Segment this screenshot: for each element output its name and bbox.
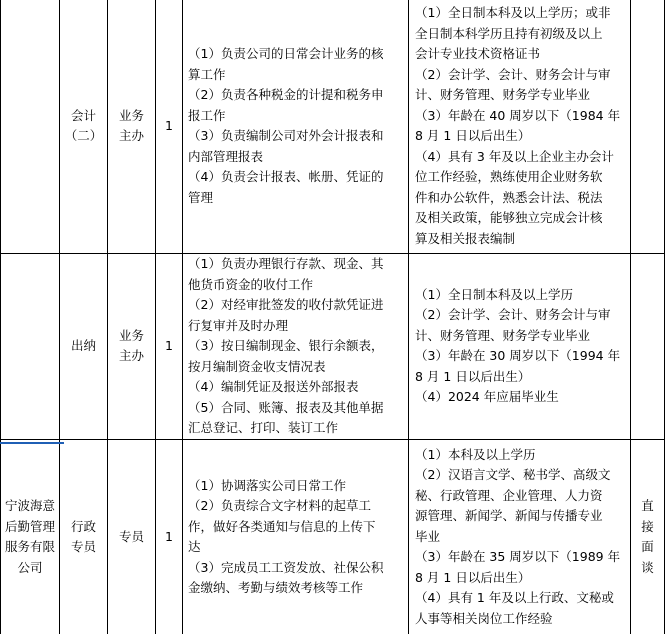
company-cell [1, 0, 60, 254]
duties-cell: （1）负责公司的日常会计业务的核 算工作 （2）负责各种税金的计提和税务申 报工作 （3）负责编制公司对外会计报表和 内部管理报表 （4）负责会计报表、帐册、凭证的 管理 [183, 0, 409, 254]
table-row [1, 0, 665, 254]
company-cell [1, 254, 60, 440]
duties-cell: （1）负责办理银行存款、现金、其 他货币资金的收付工作 （2）对经审批签发的收付款凭证进 行复审并及时办理 （3）按日编制现金、银行余额表， 按月编制资金收支情况表 （4）编制凭证及报送外部报表 （5）合同、账簿、报表及其他单据 汇总登记、打印、装订工作 [183, 254, 409, 440]
count-cell: 1 [156, 439, 183, 634]
table-row [1, 254, 665, 440]
count-cell: 1 [156, 254, 183, 440]
position-cell: 会计（二） [60, 0, 108, 254]
method-cell: 直接面谈 [631, 439, 665, 634]
requirements-cell: （1）全日制本科及以上学历；或非 全日制本科学历且持有初级及以上 会计专业技术资格证书 （2）会计学、会计、财务会计与审 计、财务管理、财务学专业毕业 （3）年龄在 40 周岁以下（1984 年 8 月 1 日以后出生） （4）具有 3 年及以上企业主办会计 位工作经验，熟练使用企业财务软 件和办公软件，熟悉会计法、税法 及相关政策，能够独立完成会计核 算及相关报表编制 [409, 0, 631, 254]
row-divider-accent [0, 442, 64, 444]
duties-cell: （1）协调落实公司日常工作 （2）负责综合文字材料的起草工 作，做好各类通知与信息的上传下 达 （3）完成员工工资发放、社保公积 金缴纳、考勤与绩效考核等工作 [183, 439, 409, 634]
method-cell [631, 254, 665, 440]
position-cell: 出纳 [60, 254, 108, 440]
requirements-cell: （1）本科及以上学历 （2）汉语言文学、秘书学、高级文 秘、行政管理、企业管理、人力资 源管理、新闻学、新闻与传播专业 毕业 （3）年龄在 35 周岁以下（1989 年 8 月 1 日以后出生） （4）具有 1 年及以上行政、文秘或 人事等相关岗位工作经验 [409, 439, 631, 634]
table-row [1, 439, 665, 634]
requirements-cell: （1）全日制本科及以上学历 （2）会计学、会计、财务会计与审 计、财务管理、财务学专业毕业 （3）年龄在 30 周岁以下（1994 年 8 月 1 日以后出生） （4）2024 年应届毕业生 [409, 254, 631, 440]
level-cell: 专员 [108, 439, 156, 634]
level-cell: 业务主办 [108, 0, 156, 254]
method-cell [631, 0, 665, 254]
company-cell: 宁波海意后勤管理服务有限公司 [1, 439, 60, 634]
position-cell: 行政专员 [60, 439, 108, 634]
count-cell: 1 [156, 0, 183, 254]
level-cell: 业务主办 [108, 254, 156, 440]
